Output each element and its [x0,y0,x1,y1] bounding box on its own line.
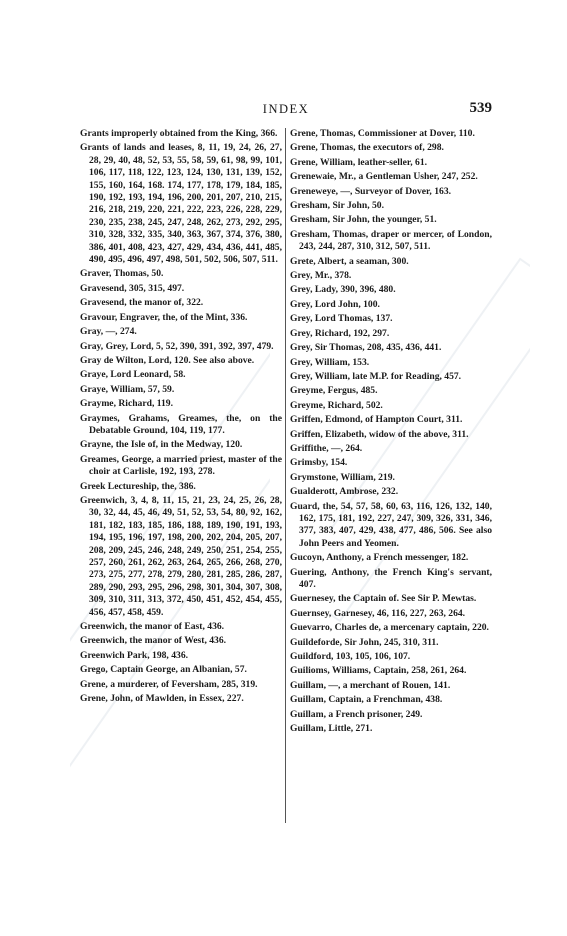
index-entry: Guillam, Little, 271. [290,723,373,735]
index-entry: Guildford, 103, 105, 106, 107. [290,651,411,663]
index-entry: Gravour, Engraver, the, of the Mint, 336. [80,311,248,323]
page-number: 539 [469,100,492,116]
index-entry: Grey, Richard, 192, 297. [290,327,390,339]
index-entry: Grene, John, of Mawlden, in Essex, 227. [80,693,244,705]
index-entry: Grene, Thomas, the executors of, 298. [290,142,444,154]
index-entry: Greames, George, a married priest, master of the choir at Carlisle, 192, 193, 278. [80,453,282,478]
index-entry: Graye, Lord Leonard, 58. [80,369,186,381]
index-entry: Grenewaie, Mr., a Gentleman Usher, 247, 252. [290,171,478,183]
index-entry: Grants of lands and leases, 8, 11, 19, 24, 26, 27, 28, 29, 40, 48, 52, 53, 55, 58, 59, 61, 98, 99, 101, 106, 117, 118, 122, 123, 124, 130, 131, 139, 152, 155, 160, 164, 168. 174, 177, 178, 179, 184, 185, 190, 192, 193, 194, 196, 200, 201, 207, 210, 215, 216, 218, 219, 220, 221, 222, 223, 226, 228, 229, 230, 235, 238, 245, 247, 248, 262, 273, 292, 295, 310, 328, 332, 335, 340, 363, 367, 374, 376, 380, 386, 401, 408, 423, 427, 429, 434, 436, 441, 485, 490, 495, 496, 497, 498, 501, 502, 506, 507, 511. [80,142,282,266]
index-entry: Grego, Captain George, an Albanian, 57. [80,664,247,676]
index-entry: Greenwich, the manor of East, 436. [80,621,225,633]
index-entry: Gresham, Sir John, the younger, 51. [290,214,437,226]
index-entry: Gualderott, Ambrose, 232. [290,486,399,498]
index-entry: Griffen, Edmond, of Hampton Court, 311. [290,414,463,426]
index-entry: Guernsey, Garnesey, 46, 116, 227, 263, 264. [290,607,466,619]
index-entry: Gray, —, 274. [80,326,137,338]
index-entry: Guillam, a French prisoner, 249. [290,708,423,720]
index-entry: Grey, Lord Thomas, 137. [290,313,393,325]
index-entry: Grey, Lady, 390, 396, 480. [290,284,396,296]
index-entry: Graye, William, 57, 59. [80,383,175,395]
index-entry: Guillam, —, a merchant of Rouen, 141. [290,679,451,691]
index-entry: Graymes, Grahams, Greames, the, on the Debatable Ground, 104, 119, 177. [80,412,282,436]
index-entry: Gravesend, the manor of, 322. [80,297,204,309]
index-entry: Grey, Sir Thomas, 208, 435, 436, 441. [290,342,442,354]
index-entry: Gresham, Sir John, 50. [290,200,384,212]
index-entry: Grey, William, late M.P. for Reading, 457. [290,370,462,382]
running-head: INDEX [262,102,310,116]
page-header [80,100,492,120]
index-entry: Grene, a murderer, of Feversham, 285, 319. [80,678,258,690]
index-entry: Greyme, Richard, 502. [290,399,383,411]
index-entry: Gucoyn, Anthony, a French messenger, 182. [290,552,469,564]
index-entry: Grey, William, 153. [290,356,370,368]
index-entry: Greneweye, —, Surveyor of Dover, 163. [290,185,452,197]
index-entry: Grete, Albert, a seaman, 300. [290,255,409,267]
index-entry: Guevarro, Charles de, a mercenary captain, 220. [290,622,489,634]
index-entry: Grene, Thomas, Commissioner at Dover, 110. [290,128,475,139]
index-entry: Greenwich Park, 198, 436. [80,649,189,661]
index-entry: Grey, Mr., 378. [290,270,352,282]
index-entry: Grants improperly obtained from the King, 366. [80,128,278,139]
index-entry: Guildeforde, Sir John, 245, 310, 311. [290,636,439,648]
index-entry: Graver, Thomas, 50. [80,268,164,280]
index-entry: Greenwich, 3, 4, 8, 11, 15, 21, 23, 24, 25, 26, 28, 30, 32, 44, 45, 46, 49, 51, 52, 53, 54, 80, 92, 162, 181, 182, 183, 185, 186, 188, 189, 190, 191, 193, 194, 195, 196, 197, 198, 200, 202, 204, 205, 207, 208, 209, 245, 246, 248, 249, 250, 251, 254, 255, 257, 260, 261, 262, 263, 264, 265, 266, 268, 270, 273, 275, 277, 278, 279, 280, 281, 285, 286, 287, 289, 290, 293, 295, 296, 298, 301, 304, 307, 308, 309, 310, 311, 313, 372, 450, 451, 452, 454, 455, 456, 457, 458, 459. [80,494,282,618]
index-entry: Griffen, Elizabeth, widow of the above, 311. [290,428,469,440]
index-entry: Grayne, the Isle of, in the Medway, 120. [80,439,243,451]
index-entry: Griffithe, —, 264. [290,442,363,454]
index-entry: Greyme, Fergus, 485. [290,385,378,397]
index-column-left [80,128,282,707]
index-entry: Gravesend, 305, 315, 497. [80,282,185,294]
index-entry: Grayme, Richard, 119. [80,398,173,410]
index-entry: Gresham, Thomas, draper or mercer, of London, 243, 244, 287, 310, 312, 507, 511. [290,228,492,253]
index-column-right [290,128,492,737]
index-entry: Grimsby, 154. [290,457,348,469]
index-entry: Guernesey, the Captain of. See Sir P. Mewtas. [290,593,477,605]
index-entry: Guard, the, 54, 57, 58, 60, 63, 116, 126, 132, 140, 162, 175, 181, 192, 227, 247, 309, 326, 331, 346, 377, 383, 407, 429, 438, 477, 486, 506. See also John Peers and Yeomen. [290,500,492,549]
index-entry: Greek Lectureship, the, 386. [80,480,196,492]
index-entry: Guering, Anthony, the French King's servant, 407. [290,566,492,590]
column-divider [285,128,286,823]
index-entry: Grymstone, William, 219. [290,471,395,483]
index-entry: Gray, Grey, Lord, 5, 52, 390, 391, 392, 397, 479. [80,340,274,352]
index-entry: Guillam, Captain, a Frenchman, 438. [290,694,443,706]
index-entry: Greenwich, the manor of West, 436. [80,635,227,647]
index-entry: Guilioms, Williams, Captain, 258, 261, 264. [290,665,467,677]
index-entry: Grene, William, leather-seller, 61. [290,156,428,168]
index-entry: Grey, Lord John, 100. [290,298,380,310]
index-entry: Gray de Wilton, Lord, 120. See also above. [80,354,255,366]
